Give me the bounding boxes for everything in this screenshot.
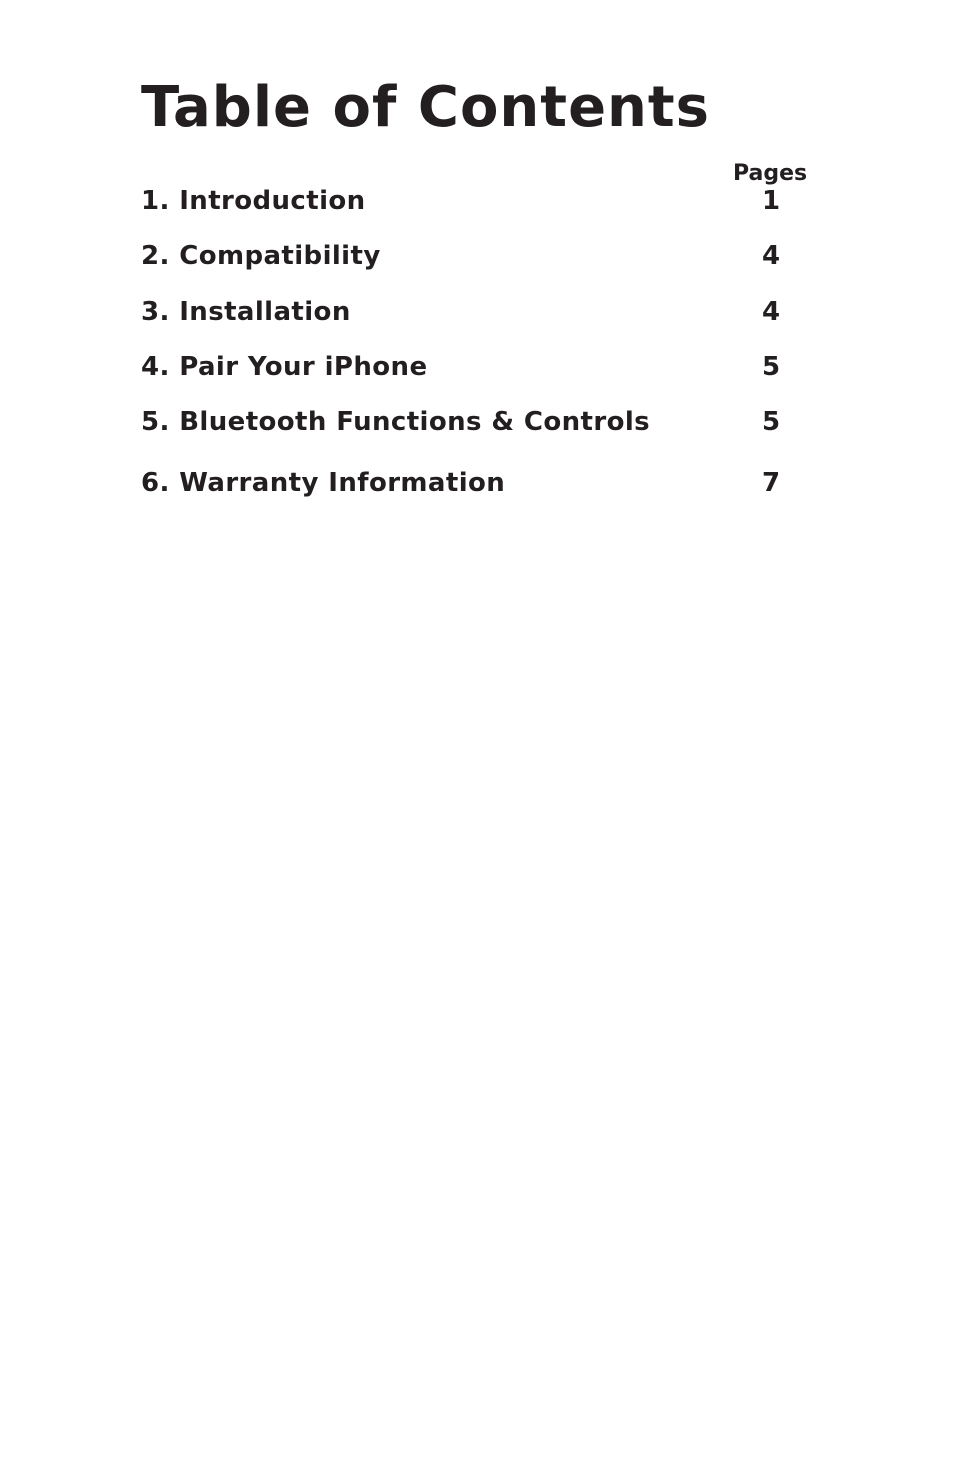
toc-entry-label: 3. Installation [141,297,351,327]
toc-entry-page-number: 7 [762,468,781,498]
toc-entry-bluetooth-functions [141,405,801,439]
toc-entry-installation [141,295,801,329]
toc-entry-label: 4. Pair Your iPhone [141,352,428,382]
toc-entry-label: 1. Introduction [141,186,366,216]
pages-column-header: Pages [733,161,808,186]
toc-entry-label: 2. Compatibility [141,241,381,271]
toc-entry-page-number: 5 [762,407,781,437]
toc-entry-label: 6. Warranty Information [141,468,506,498]
toc-entry-page-number: 1 [762,186,781,216]
toc-entry-pair-iphone [141,350,801,384]
toc-entry-label: 5. Bluetooth Functions & Controls [141,407,651,437]
toc-entry-compatibility [141,239,801,273]
toc-entry-page-number: 4 [762,297,781,327]
toc-entry-page-number: 4 [762,241,781,271]
toc-entry-introduction [141,184,801,218]
toc-entry-page-number: 5 [762,352,781,382]
toc-entry-warranty-information [141,466,801,500]
page-title: Table of Contents [141,75,711,140]
